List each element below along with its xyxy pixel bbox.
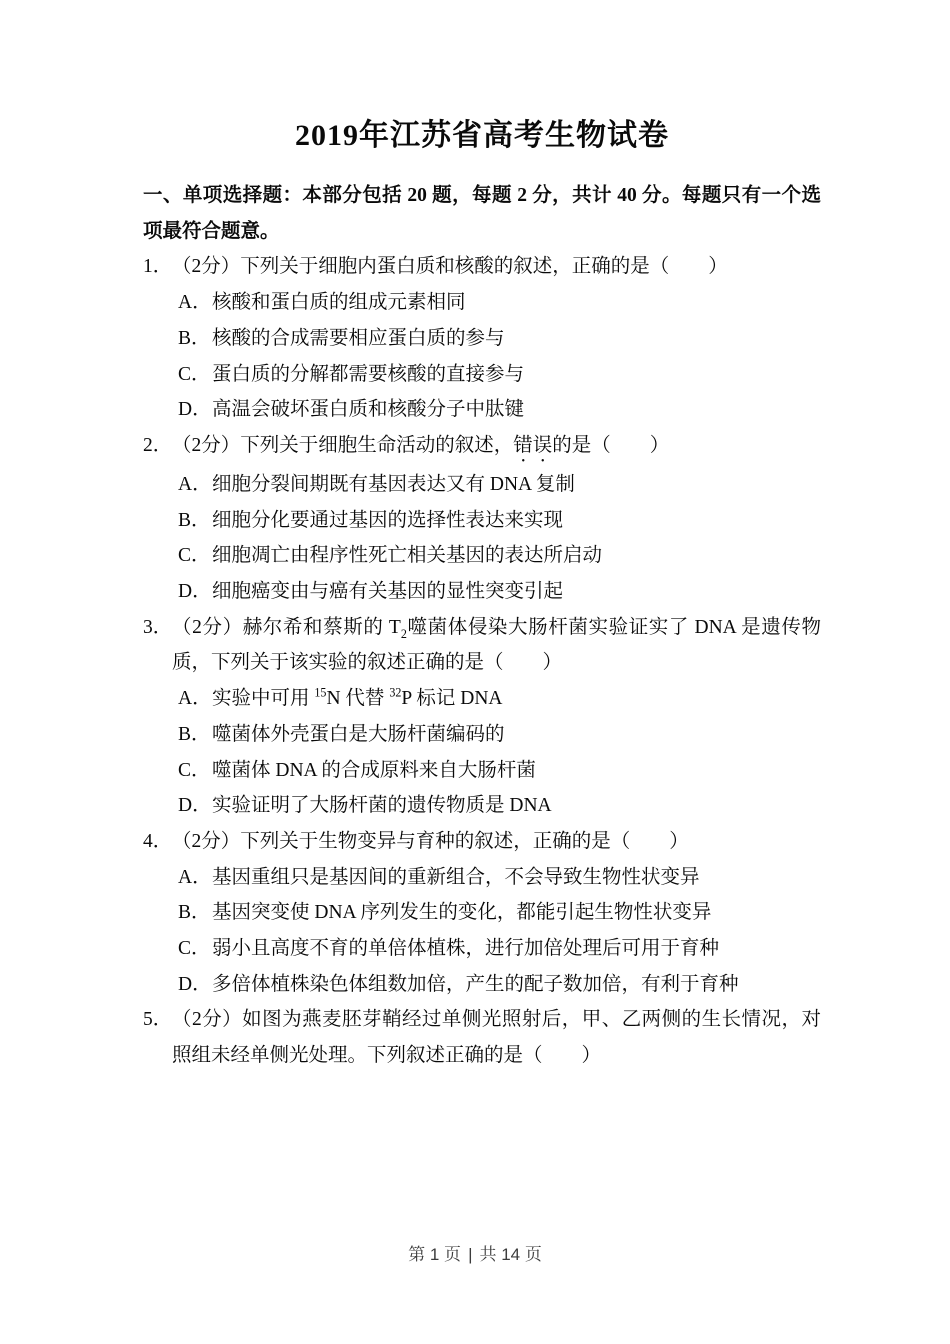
option-row (143, 574, 821, 610)
question-1 (143, 249, 821, 428)
option-label: A． (178, 292, 212, 314)
option-row (143, 931, 821, 967)
option-label: B． (178, 509, 211, 531)
question-text: 赫尔希和蔡斯的 $T_2$噬菌体侵染大肠杆菌实验证实了 DNA 是遗传物质，下列关于该实验的叙述正确的是（ ） (172, 616, 821, 674)
option-row (143, 392, 821, 428)
option-row (143, 321, 821, 357)
option-label: B． (178, 327, 211, 349)
option-text: 高温会破坏蛋白质和核酸分子中肽键 (212, 399, 525, 421)
option-row (143, 467, 821, 503)
question-points: （2分） (172, 616, 243, 638)
question-number: 4． (143, 830, 173, 852)
option-row (143, 788, 821, 824)
option-label: C． (178, 363, 211, 385)
question-stem (143, 610, 821, 681)
question-number: 3． (143, 616, 173, 638)
option-label: B． (178, 723, 211, 745)
option-label: D． (178, 795, 212, 817)
option-row (143, 967, 821, 1003)
option-text: 实验中可用 $^{15}$N 代替 $^{32}$P 标记 DNA (212, 685, 503, 710)
option-label: C． (178, 938, 211, 960)
option-text: 多倍体植株染色体组数加倍，产生的配子数加倍，有利于育种 (212, 973, 739, 995)
question-number: 1． (143, 256, 173, 278)
section-heading: 一、单项选择题：本部分包括 20 题，每题 2 分，共计 40 分。每题只有一个选项最符合题意。 (143, 185, 821, 242)
option-label: A． (178, 866, 212, 888)
current-page-label: 第 1 页 (408, 1245, 462, 1264)
option-text: 噬菌体 DNA 的合成原料来自大肠杆菌 (212, 759, 536, 781)
question-points: （2分） (172, 830, 241, 852)
question-2 (143, 428, 821, 610)
total-pages-label: 共 14 页 (479, 1245, 542, 1264)
option-text: 核酸的合成需要相应蛋白质的参与 (212, 327, 505, 349)
question-stem (143, 824, 821, 860)
page-title: 2019年江苏省高考生物试卷 (295, 119, 669, 152)
option-row (143, 503, 821, 539)
option-text: 细胞分裂间期既有基因表达又有 DNA 复制 (212, 473, 575, 495)
question-points: （2分） (172, 256, 241, 278)
question-4 (143, 824, 821, 1003)
option-text: 基因突变使 DNA 序列发生的变化，都能引起生物性状变异 (212, 902, 712, 924)
option-row (143, 895, 821, 931)
question-text: 下列关于细胞生命活动的叙述，错误的是（ ） (240, 434, 670, 456)
option-text: 细胞凋亡由程序性死亡相关基因的表达所启动 (212, 545, 603, 567)
option-row (143, 357, 821, 393)
page-footer (0, 1240, 950, 1265)
question-number: 2． (143, 434, 173, 456)
question-stem (143, 249, 821, 285)
option-row (143, 681, 821, 717)
option-text: 细胞癌变由与癌有关基因的显性突变引起 (212, 581, 564, 603)
option-row (143, 860, 821, 896)
question-text: 下列关于生物变异与育种的叙述，正确的是（ ） (240, 830, 689, 852)
question-stem (143, 428, 821, 467)
question-points: （2分） (172, 1009, 243, 1031)
option-label: D． (178, 399, 212, 421)
option-label: C． (178, 759, 211, 781)
option-text: 蛋白质的分解都需要核酸的直接参与 (212, 363, 525, 385)
question-5 (143, 1002, 821, 1073)
option-row (143, 753, 821, 789)
page-content (143, 118, 821, 1074)
option-label: A． (178, 473, 212, 495)
option-text: 基因重组只是基因间的重新组合，不会导致生物性状变异 (212, 866, 700, 888)
option-label: D． (178, 973, 212, 995)
question-3 (143, 610, 821, 824)
option-label: A． (178, 688, 212, 710)
option-label: D． (178, 581, 212, 603)
option-text: 噬菌体外壳蛋白是大肠杆菌编码的 (212, 723, 505, 745)
option-text: 实验证明了大肠杆菌的遗传物质是 DNA (212, 795, 552, 817)
question-stem (143, 1002, 821, 1073)
option-row (143, 538, 821, 574)
question-points: （2分） (172, 434, 241, 456)
question-text: 下列关于细胞内蛋白质和核酸的叙述，正确的是（ ） (240, 256, 728, 278)
footer-separator: | (468, 1245, 473, 1264)
option-label: B． (178, 902, 211, 924)
option-text: 细胞分化要通过基因的选择性表达来实现 (212, 509, 564, 531)
option-label: C． (178, 545, 211, 567)
question-number: 5． (143, 1009, 173, 1031)
option-row (143, 717, 821, 753)
option-text: 弱小且高度不育的单倍体植株，进行加倍处理后可用于育种 (212, 938, 720, 960)
option-text: 核酸和蛋白质的组成元素相同 (212, 292, 466, 314)
question-list (143, 249, 821, 1073)
question-text: 如图为燕麦胚芽鞘经过单侧光照射后，甲、乙两侧的生长情况，对照组未经单侧光处理。下列叙述正确的是（ ） (172, 1009, 821, 1067)
option-row (143, 285, 821, 321)
